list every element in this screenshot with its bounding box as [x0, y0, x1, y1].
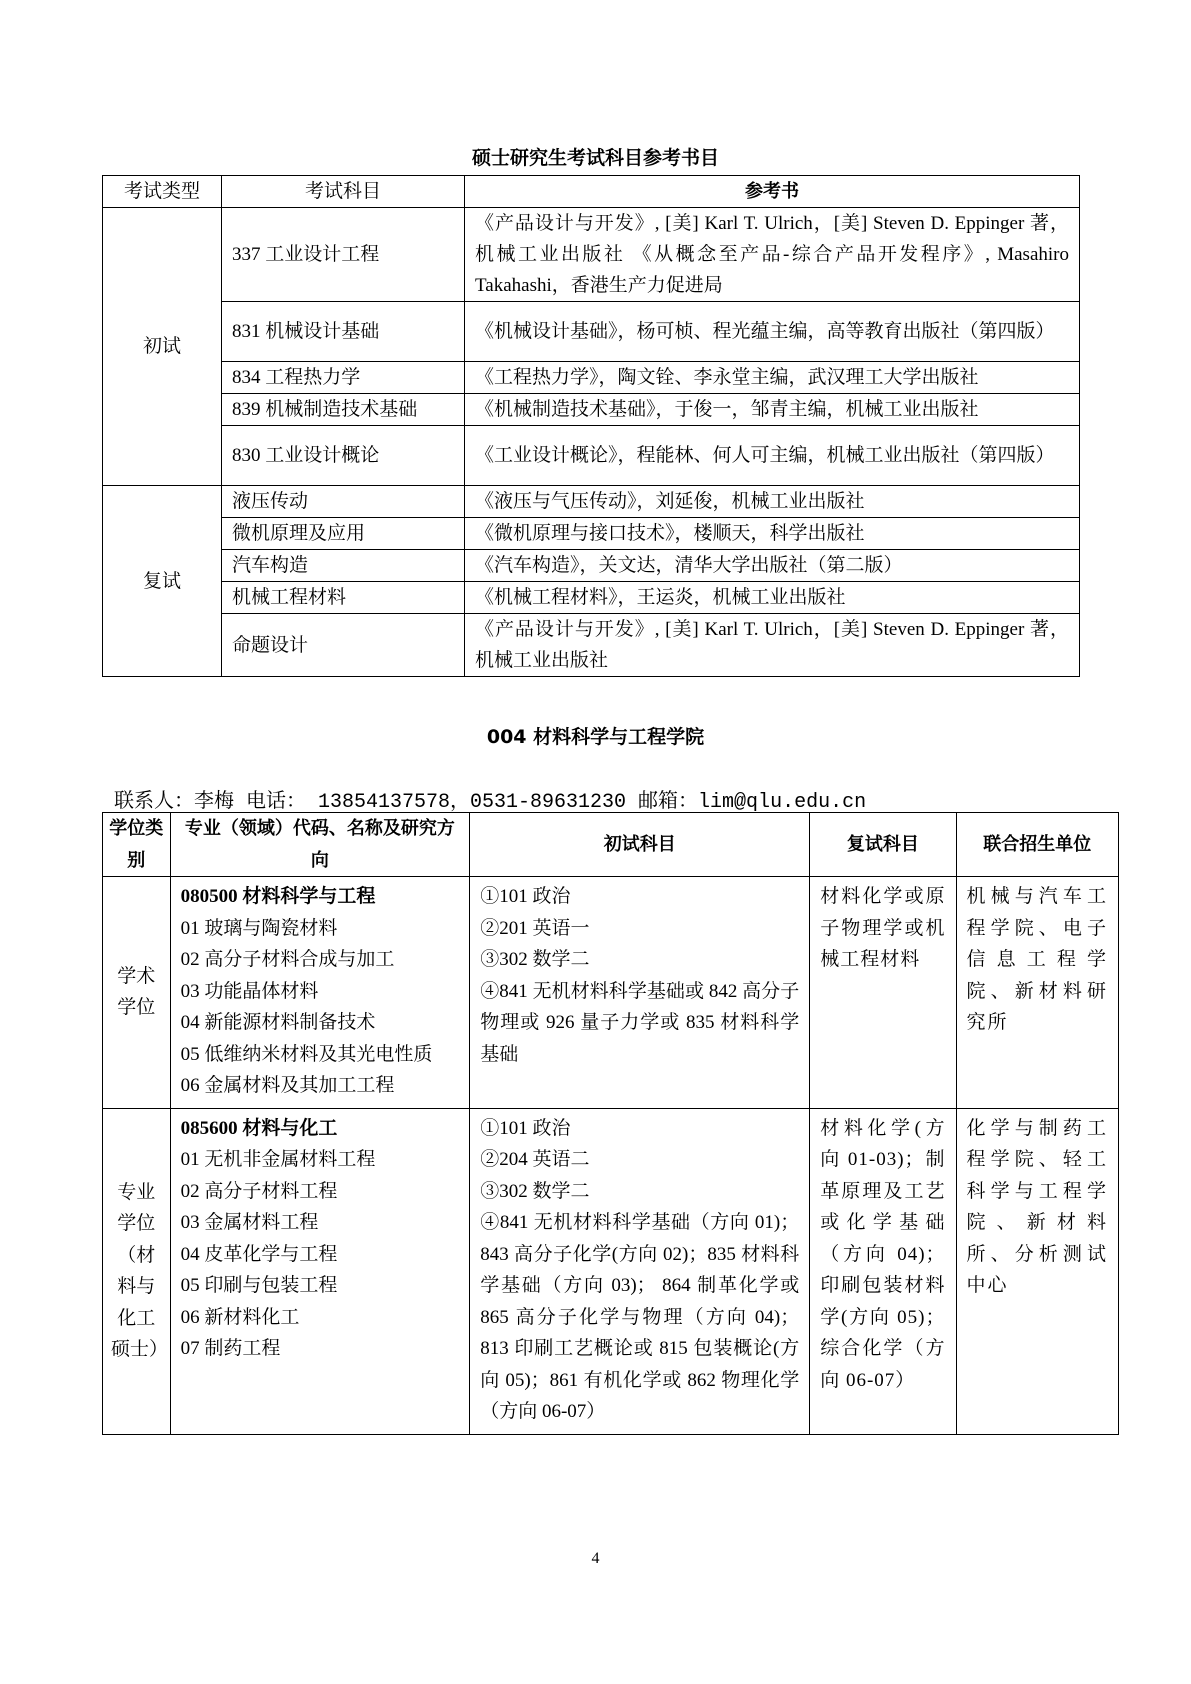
table-row: [103, 1108, 1119, 1434]
initial-exam-cell: [470, 877, 810, 1109]
research-direction: 03 金属材料工程: [180, 1212, 319, 1233]
header-reference-book: 参考书: [465, 176, 1080, 208]
research-direction: 07 制药工程: [180, 1338, 281, 1359]
research-direction: 06 金属材料及其加工工程: [180, 1075, 395, 1096]
table-row: [103, 582, 1080, 614]
major-cell: [170, 877, 470, 1109]
exam-subject: ②201 英语一: [480, 917, 590, 939]
subject-cell: 机械工程材料: [222, 582, 465, 614]
table-row: [103, 518, 1080, 550]
exam-subject: ①101 政治: [480, 886, 571, 907]
book-cell: 《机械设计基础》，杨可桢、程光蕴主编，高等教育出版社（第四版）: [465, 302, 1080, 362]
research-direction: 01 玻璃与陶瓷材料: [180, 917, 338, 939]
research-direction: 02 高分子材料合成与加工: [180, 949, 395, 970]
book-cell: 《机械制造技术基础》，于俊一，邹青主编，机械工业出版社: [465, 394, 1080, 426]
degree-category-cell: 学术学位: [103, 877, 171, 1109]
subject-cell: 839 机械制造技术基础: [222, 394, 465, 426]
college-title: 004 材料科学与工程学院: [486, 726, 705, 748]
exam-subject: ②204 英语二: [480, 1149, 590, 1170]
initial-exam-cell: [470, 1108, 810, 1434]
table-row: [103, 614, 1080, 677]
research-direction: 01 无机非金属材料工程: [180, 1149, 376, 1170]
header-major: 专业（领域）代码、名称及研究方向: [170, 813, 470, 877]
research-direction: 02 高分子材料工程: [180, 1180, 338, 1202]
table-row: [103, 486, 1080, 518]
table-row: [103, 208, 1080, 302]
major-cell: [170, 1108, 470, 1434]
contact-info: 联系人：李梅 电话： 13854137578，0531-89631230 邮箱：lim@qlu.edu.cn: [114, 791, 867, 814]
retest-cell: 材料化学或原子物理学或机械工程材料: [810, 877, 956, 1109]
subject-cell: 汽车构造: [222, 550, 465, 582]
book-cell: 《工业设计概论》，程能林、何人可主编，机械工业出版社（第四版）: [465, 426, 1080, 486]
book-cell: 《微机原理与接口技术》，楼顺天，科学出版社: [465, 518, 1080, 550]
table-row: [103, 362, 1080, 394]
subject-cell: 831 机械设计基础: [222, 302, 465, 362]
book-cell: 《汽车构造》，关文达，清华大学出版社（第二版）: [465, 550, 1080, 582]
header-exam-subject: 考试科目: [222, 176, 465, 208]
research-direction: 06 新材料化工: [180, 1306, 300, 1328]
exam-subject: ③302 数学二: [480, 949, 590, 970]
exam-subject: ④841 无机材料科学基础（方向 01)；843 高分子化学(方向 02)；835 材料科学基础（方向 03)； 864 制革化学或 865 高分子化学与物理（方向 04)； 813 印刷工艺概论或 815 包装概论(方向 05)；861 有机化学或 862 物理化学（方向 06-07）: [480, 1212, 800, 1422]
page-number: 4: [591, 1550, 600, 1567]
joint-units-cell: 机械与汽车工程学院、电子信息工程学院、新材料研究所: [956, 877, 1118, 1109]
exam-subject: ③302 数学二: [480, 1180, 590, 1202]
retest-cell: 材料化学(方向 01-03)；制革原理及工艺或化学基础（方向 04)；印刷包装材料学(方向 05)；综合化学（方向 06-07）: [810, 1108, 956, 1434]
header-retest: 复试科目: [810, 813, 956, 877]
major-code-name: 085600 材料与化工: [180, 1117, 338, 1139]
table-row: [103, 302, 1080, 362]
table-header-row: [103, 813, 1119, 877]
exam-type-cell: 复试: [103, 486, 222, 677]
subject-cell: 微机原理及应用: [222, 518, 465, 550]
degree-category-cell: 专业学位（材料与化工硕士）: [103, 1108, 171, 1434]
research-direction: 05 印刷与包装工程: [180, 1275, 338, 1296]
subject-cell: 命题设计: [222, 614, 465, 677]
book-cell: 《机械工程材料》，王运炎，机械工业出版社: [465, 582, 1080, 614]
header-degree-category: 学位类别: [103, 813, 171, 877]
book-cell: 《产品设计与开发》, [美] Karl T. Ulrich，[美] Steven D. Eppinger 著， 机械工业出版社: [465, 614, 1080, 677]
header-joint-units: 联合招生单位: [956, 813, 1118, 877]
reference-books-table: [102, 175, 1080, 677]
research-direction: 03 功能晶体材料: [180, 980, 319, 1002]
majors-table: [102, 812, 1119, 1435]
book-cell: 《工程热力学》，陶文铨、李永堂主编，武汉理工大学出版社: [465, 362, 1080, 394]
table-row: [103, 426, 1080, 486]
subject-cell: 830 工业设计概论: [222, 426, 465, 486]
header-initial-exam: 初试科目: [470, 813, 810, 877]
reference-books-title: 硕士研究生考试科目参考书目: [471, 147, 719, 169]
header-exam-type: 考试类型: [103, 176, 222, 208]
research-direction: 05 低维纳米材料及其光电性质: [180, 1043, 433, 1065]
exam-subject: ①101 政治: [480, 1117, 571, 1139]
book-cell: 《液压与气压传动》，刘延俊，机械工业出版社: [465, 486, 1080, 518]
research-direction: 04 新能源材料制备技术: [180, 1012, 376, 1033]
table-row: [103, 877, 1119, 1109]
subject-cell: 液压传动: [222, 486, 465, 518]
major-code-name: 080500 材料科学与工程: [180, 886, 376, 907]
subject-cell: 834 工程热力学: [222, 362, 465, 394]
exam-type-cell: 初试: [103, 208, 222, 486]
table-header-row: [103, 176, 1080, 208]
book-cell: 《产品设计与开发》, [美] Karl T. Ulrich，[美] Steven D. Eppinger 著， 机械工业出版社 《从概念至产品-综合产品开发程序》, Masahiro Takahashi，香港生产力促进局: [465, 208, 1080, 302]
joint-units-cell: 化学与制药工程学院、轻工科学与工程学院、新材料所、分析测试中心: [956, 1108, 1118, 1434]
research-direction: 04 皮革化学与工程: [180, 1243, 338, 1265]
exam-subject: ④841 无机材料科学基础或 842 高分子物理或 926 量子力学或 835 材料科学基础: [480, 980, 800, 1065]
table-row: [103, 394, 1080, 426]
subject-cell: 337 工业设计工程: [222, 208, 465, 302]
table-row: [103, 550, 1080, 582]
